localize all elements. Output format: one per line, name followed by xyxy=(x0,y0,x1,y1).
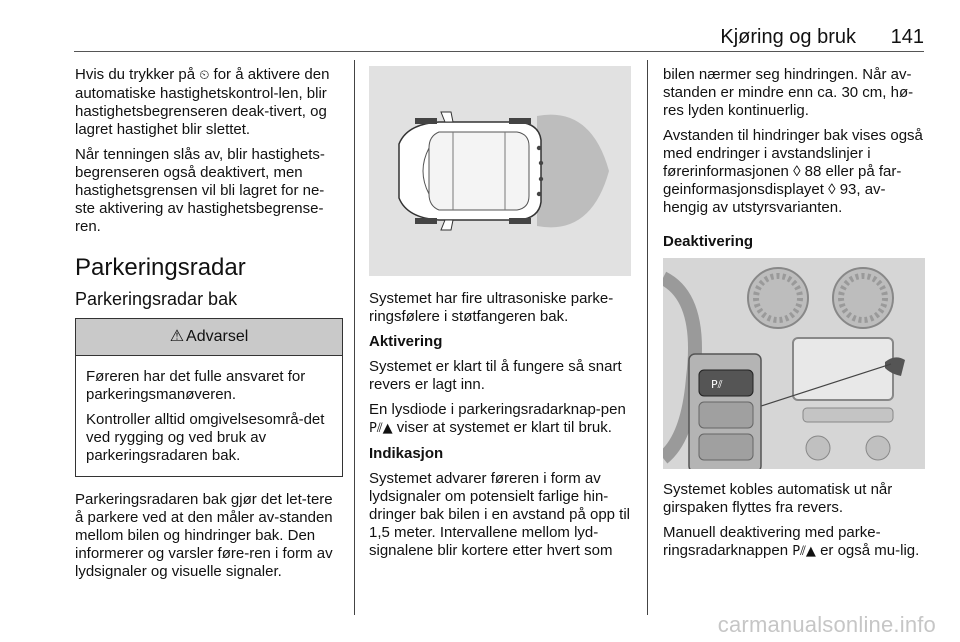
warning-title: Advarsel xyxy=(186,328,249,345)
paragraph-radar-description: Parkeringsradaren bak gjør det let-tere å parkere ved at den måler av-standen mellom bilen og hindringer bak. Den informerer og varsler føre-ren i form av lydsignaler og visuelle signaler. xyxy=(75,491,333,580)
warning-triangle-icon: ⚠ xyxy=(169,328,185,345)
header-rule xyxy=(74,51,924,52)
car-top-view-icon xyxy=(369,66,631,276)
deactivation-heading: Deaktivering xyxy=(663,233,754,250)
page-reference-93[interactable]: 93 xyxy=(839,181,857,198)
column-1 xyxy=(75,66,343,588)
paragraph-speed-limiter: Hvis du trykker på ⏲ for å aktivere den automatiske hastighetskontrol-len, blir hastighetsbegrenseren deak-tivert, og lagret hastighet blir slettet. xyxy=(75,66,330,138)
paragraph-distance-display: Avstanden til hindringer bak vises også med endringer i avstandslinjer i førerinformasjonen ◊ 88 eller på far-geinformasjonsdisplayet ◊ 93, av-hengig av utstyrsvarianten. xyxy=(663,127,923,216)
paragraph-continuous-tone: bilen nærmer seg hindringen. Når av-standen er mindre enn ca. 30 cm, hø-res lyden kontinuerlig. xyxy=(663,66,914,119)
sub-heading: Parkeringsradar bak xyxy=(75,289,238,309)
watermark: carmanualsonline.info xyxy=(717,612,936,637)
warning-body xyxy=(76,356,342,476)
car-sensor-illustration xyxy=(369,66,631,276)
paragraph-activation: Systemet er klart til å fungere så snart revers er lagt inn. xyxy=(369,358,622,393)
warning-paragraph-2: Kontroller alltid omgivelsesområ-det ved rygging og ved bruk av parkeringsradaren bak. xyxy=(86,411,325,464)
column-divider-1 xyxy=(354,60,355,615)
dashboard-button-illustration xyxy=(663,258,925,469)
warning-header xyxy=(76,319,342,356)
activation-heading: Aktivering xyxy=(369,333,443,350)
column-divider-2 xyxy=(647,60,648,615)
paragraph-auto-deactivation: Systemet kobles automatisk ut når girspaken flyttes fra revers. xyxy=(663,481,893,516)
page-reference-88[interactable]: 88 xyxy=(804,163,822,180)
reference-arrow-icon: ◊ xyxy=(828,181,836,198)
paragraph-ignition: Når tenningen slås av, blir hastighets-begrenseren også deaktivert, men hastighetsgrensen vil bli lagret for ne-ste aktivering av hastighetsbegrense-ren. xyxy=(75,146,325,235)
parking-radar-icon: P⫽▲ xyxy=(792,544,816,559)
indication-heading: Indikasjon xyxy=(369,445,444,462)
warning-box xyxy=(75,318,343,477)
dash-button-label: P⫽ xyxy=(711,378,723,391)
paragraph-manual-deactivation: Manuell deaktivering med parke-ringsradarknappen P⫽▲ er også mu-lig. xyxy=(663,524,920,559)
page-header-title: Kjøring og bruk xyxy=(720,26,856,48)
paragraph-sensors: Systemet har fire ultrasoniske parke-ringsfølere i støtfangeren bak. xyxy=(369,290,614,325)
paragraph-indication: Systemet advarer føreren i form av lydsignaler om potensielt farlige hin-dringer bak bilen i en avstand på opp til 1,5 meter. Intervallene mellom lyd-signalene blir kortere etter hvert som xyxy=(369,470,631,559)
column-2 xyxy=(369,66,635,567)
warning-paragraph-1: Føreren har det fulle ansvaret for parkeringsmanøveren. xyxy=(86,368,306,403)
dashboard-icon xyxy=(663,258,925,469)
column-3 xyxy=(663,66,927,568)
speed-limiter-icon: ⏲ xyxy=(199,68,210,83)
paragraph-led: En lysdiode i parkeringsradarknap-pen P⫽▲ viser at systemet er klart til bruk. xyxy=(369,401,626,436)
parking-radar-icon: P⫽▲ xyxy=(369,421,393,436)
page-number: 141 xyxy=(890,26,924,48)
section-heading: Parkeringsradar xyxy=(75,254,246,281)
reference-arrow-icon: ◊ xyxy=(793,163,801,180)
